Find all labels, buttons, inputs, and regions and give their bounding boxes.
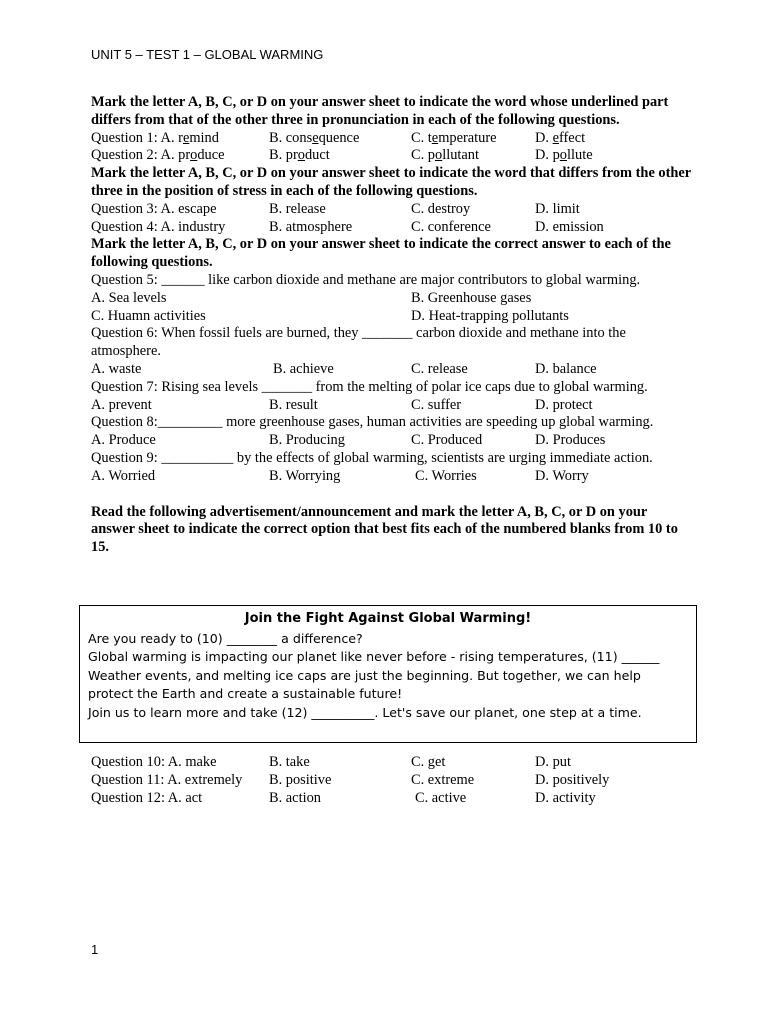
option-a: A. waste <box>91 360 142 377</box>
option-b: B. release <box>269 200 326 217</box>
option-d: D. Produces <box>535 432 606 449</box>
question-4 <box>91 219 691 237</box>
question-3 <box>91 201 691 219</box>
option-c: C. conference <box>411 218 491 235</box>
option-c: C. suffer <box>411 396 462 413</box>
option-d: D. Heat-trapping pollutants <box>411 307 569 324</box>
option-a: Question 1: A. remind <box>91 129 219 146</box>
option-b: B. action <box>269 789 321 806</box>
instruction-reading: Read the following advertisement/announcement and mark the letter A, B, C, or D on your answer sheet to indicate the correct option that best fits each of the numbered blanks from 10 to 15. <box>91 503 678 556</box>
option-b: B. product <box>269 147 330 164</box>
option-c: C. Worries <box>415 467 477 484</box>
option-a: A. Worried <box>91 467 156 484</box>
option-c: C. destroy <box>411 200 471 217</box>
question-6-stem: Question 6: When fossil fuels are burned, they _______ carbon dioxide and methane into the atmosphere. <box>91 325 626 360</box>
option-c: C. temperature <box>411 129 497 146</box>
question-12 <box>91 790 691 808</box>
option-b: B. Producing <box>269 432 345 449</box>
option-b: B. take <box>269 754 310 770</box>
option-b: B. achieve <box>273 360 334 377</box>
option-c: C. Produced <box>411 432 483 449</box>
question-5-options-cd <box>91 308 691 326</box>
option-a: Question 10: A. make <box>91 754 217 770</box>
question-10 <box>91 754 691 772</box>
option-a: Question 2: A. produce <box>91 147 225 164</box>
instruction-stress: Mark the letter A, B, C, or D on your answer sheet to indicate the word that differs from the other three in the position of stress in each of the following questions. <box>91 165 691 199</box>
advertisement-line-2: Global warming is impacting our planet like never before - rising temperatures, (11) ______ Weather events, and melting ice caps are just the beginning. But together, we can help protect the Earth and create a sustainable future! <box>88 649 660 701</box>
option-b: B. consequence <box>269 129 360 146</box>
option-d: D. emission <box>535 218 604 235</box>
question-9-options <box>91 468 691 486</box>
question-5-stem: Question 5: ______ like carbon dioxide and methane are major contributors to global warming. <box>91 271 641 288</box>
option-a: A. Sea levels <box>91 289 167 306</box>
option-d: D. positively <box>535 771 610 788</box>
option-b: B. Greenhouse gases <box>411 289 532 306</box>
option-d: D. put <box>535 754 571 770</box>
option-a: A. Produce <box>91 432 156 449</box>
option-d: D. pollute <box>535 147 593 164</box>
option-d: D. Worry <box>535 467 589 484</box>
option-a: A. prevent <box>91 396 152 413</box>
question-2 <box>91 147 691 165</box>
option-c: C. Huamn activities <box>91 307 206 324</box>
reading-questions <box>91 754 691 807</box>
question-6-options <box>91 361 691 379</box>
instruction-pronunciation: Mark the letter A, B, C, or D on your answer sheet to indicate the word whose underlined part differs from that of the other three in pronunciation in each of the following questions. <box>91 94 669 128</box>
instruction-correct-answer: Mark the letter A, B, C, or D on your answer sheet to indicate the correct answer to each of the following questions. <box>91 236 671 271</box>
option-a: Question 12: A. act <box>91 789 203 806</box>
option-b: B. atmosphere <box>269 218 353 235</box>
advertisement-title: Join the Fight Against Global Warming! <box>244 611 532 626</box>
question-7-stem: Question 7: Rising sea levels _______ from the melting of polar ice caps due to global warming. <box>91 378 648 395</box>
question-1 <box>91 130 691 148</box>
option-c: C. active <box>415 789 467 806</box>
option-d: D. balance <box>535 360 597 377</box>
question-9-stem: Question 9: __________ by the effects of global warming, scientists are urging immediate action. <box>91 449 653 466</box>
question-11 <box>91 772 691 790</box>
questions-content <box>91 94 691 557</box>
option-d: D. activity <box>535 789 596 806</box>
option-d: D. effect <box>535 129 586 146</box>
option-d: D. limit <box>535 200 580 217</box>
option-c: C. pollutant <box>411 147 479 164</box>
advertisement-line-3: Join us to learn more and take (12) __________. Let's save our planet, one step at a time. <box>88 704 642 720</box>
advertisement-line-1: Are you ready to (10) ________ a difference? <box>88 630 363 646</box>
option-a: Question 4: A. industry <box>91 218 226 235</box>
advertisement-box <box>79 605 697 743</box>
option-b: B. Worrying <box>269 467 341 484</box>
question-8-stem: Question 8:_________ more greenhouse gases, human activities are speeding up global warming. <box>91 414 654 431</box>
question-8-options <box>91 432 691 450</box>
option-c: C. get <box>411 754 446 770</box>
option-c: C. extreme <box>411 771 475 788</box>
option-a: Question 3: A. escape <box>91 200 217 217</box>
question-5-options-ab <box>91 290 691 308</box>
option-b: B. positive <box>269 771 332 788</box>
option-b: B. result <box>269 396 318 413</box>
page-header: UNIT 5 – TEST 1 – GLOBAL WARMING <box>91 47 324 62</box>
option-c: C. release <box>411 360 468 377</box>
option-a: Question 11: A. extremely <box>91 771 243 788</box>
question-7-options <box>91 397 691 415</box>
option-d: D. protect <box>535 396 593 413</box>
page-number: 1 <box>91 942 99 957</box>
